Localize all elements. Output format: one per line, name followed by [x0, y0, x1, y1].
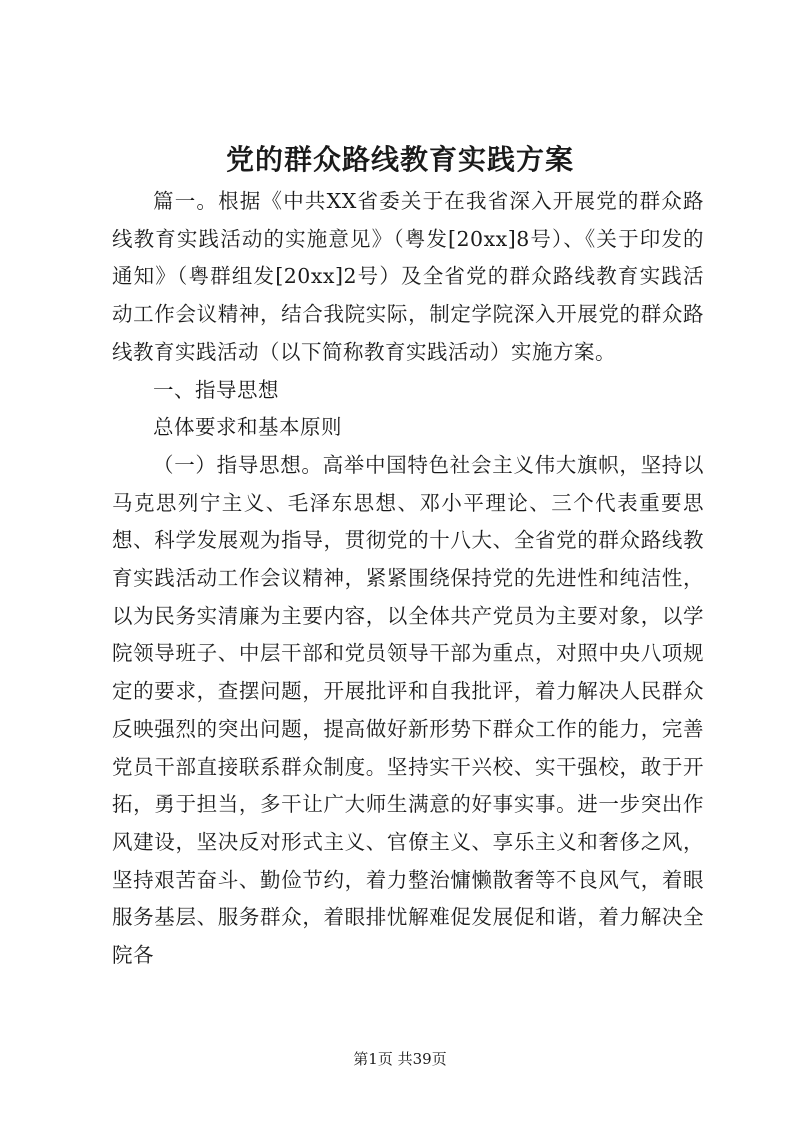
- document-title: 党的群众路线教育实践方案: [225, 143, 574, 176]
- document-body: [112, 183, 704, 975]
- paragraph-guiding-thought: （一）指导思想。高举中国特色社会主义伟大旗帜，坚持以马克思列宁主义、毛泽东思想、邓小平理论、三个代表重要思想、科学发展观为指导，贯彻党的十八大、全省党的群众路线教育实践活动工作会议精神，紧紧围绕保持党的先进性和纯洁性，以为民务实清廉为主要内容，以全体共产党员为主要对象，以学院领导班子、中层干部和党员领导干部为重点，对照中央八项规定的要求，查摆问题，开展批评和自我批评，着力解决人民群众反映强烈的突出问题，提高做好新形势下群众工作的能力，完善党员干部直接联系群众制度。坚持实干兴校、实干强校，敢于开拓，勇于担当，多干让广大师生满意的好事实事。进一步突出作风建设，坚决反对形式主义、官僚主义、享乐主义和奢侈之风，坚持艰苦奋斗、勤俭节约，着力整治慵懒散奢等不良风气，着眼服务基层、服务群众，着眼排忧解难促发展促和谐，着力解决全院各: [112, 452, 704, 968]
- subheading-general-requirements: 总体要求和基本原则: [153, 415, 342, 440]
- page-number-footer: 第1页 共39页: [353, 1050, 447, 1068]
- section-heading-guiding-thought: 一、指导思想: [153, 377, 279, 402]
- paragraph-intro: 篇一。根据《中共XX省委关于在我省深入开展党的群众路线教育实践活动的实施意见》（粤发[20xx]8号）、《关于印发的通知》（粤群组发[20xx]2号）及全省党的群众路线教育实践活动工作会议精神，结合我院实际，制定学院深入开展党的群众路线教育实践活动（以下简称教育实践活动）实施方案。: [112, 189, 704, 364]
